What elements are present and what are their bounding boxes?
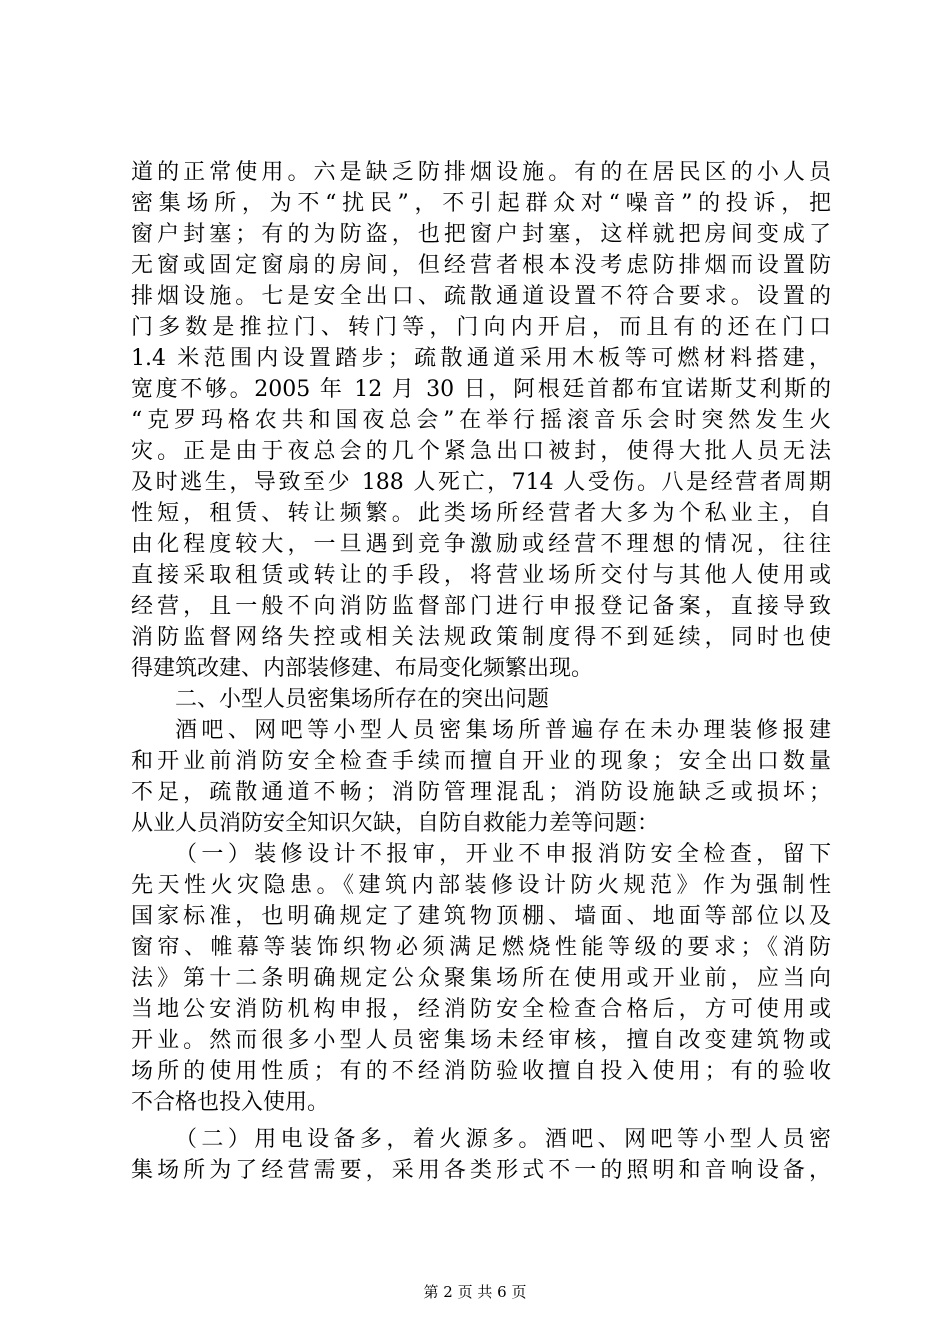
paragraph-item-2 [131, 1124, 831, 1186]
text-line: 从业人员消防安全知识欠缺，自防自救能力差等问题： [131, 811, 660, 836]
text-line: 排烟设施。七是安全出口、疏散通道设置不符合要求。设置的 [131, 284, 831, 309]
text-line: 灾。正是由于夜总会的几个紧急出口被封，使得大批人员无法 [131, 439, 831, 464]
paragraph-item-1 [131, 839, 831, 1118]
text-line: 窗户封塞；有的为防盗，也把窗户封塞，这样就把房间变成了 [131, 222, 831, 247]
text-line: 经营，且一般不向消防监督部门进行申报登记备案，直接导致 [131, 594, 831, 619]
text-line: （二）用电设备多，着火源多。酒吧、网吧等小型人员密 [175, 1127, 831, 1152]
text-line: 酒吧、网吧等小型人员密集场所普遍存在未办理装修报建 [175, 718, 831, 743]
paragraph-fire-exits [131, 157, 831, 684]
text-line: 先天性火灾隐患。《建筑内部装修设计防火规范》作为强制性 [131, 873, 831, 898]
text-line: 开业。然而很多小型人员密集场未经审核，擅自改变建筑物或 [131, 1028, 831, 1053]
document-body [131, 157, 831, 1186]
text-line: 密集场所，为不“扰民”，不引起群众对“噪音”的投诉，把 [131, 191, 831, 216]
text-line: 和开业前消防安全检查手续而擅自开业的现象；安全出口数量 [131, 749, 831, 774]
text-line: 直接采取租赁或转让的手段，将营业场所交付与其他人使用或 [131, 563, 831, 588]
text-line: 由化程度较大，一旦遇到竞争激励或经营不理想的情况，往往 [131, 532, 831, 557]
heading-text: 二、小型人员密集场所存在的突出问题 [175, 687, 550, 712]
text-line: 1.4 米范围内设置踏步；疏散通道采用木板等可燃材料搭建， [131, 346, 831, 371]
text-line: 法》第十二条明确规定公众聚集场所在使用或开业前，应当向 [131, 966, 831, 991]
text-line: “克罗玛格农共和国夜总会”在举行摇滚音乐会时突然发生火 [131, 408, 831, 433]
text-line: 消防监督网络失控或相关法规政策制度得不到延续，同时也使 [131, 625, 831, 650]
text-line: 得建筑改建、内部装修建、布局变化频繁出现。 [131, 656, 594, 681]
page-number: 第 2 页 共 6 页 [423, 1283, 527, 1301]
text-line: 集场所为了经营需要，采用各类形式不一的照明和音响设备， [131, 1158, 831, 1183]
text-line: 国家标准，也明确规定了建筑物顶棚、墙面、地面等部位以及 [131, 904, 831, 929]
text-line: 窗帘、帷幕等装饰织物必须满足燃烧性能等级的要求；《消防 [131, 935, 831, 960]
text-line: 场所的使用性质；有的不经消防验收擅自投入使用；有的验收 [131, 1059, 831, 1084]
text-line: 性短，租赁、转让频繁。此类场所经营者大多为个私业主，自 [131, 501, 831, 526]
text-line: 无窗或固定窗扇的房间，但经营者根本没考虑防排烟而设置防 [131, 253, 831, 278]
text-line: （一）装修设计不报审，开业不申报消防安全检查，留下 [175, 842, 831, 867]
text-line: 宽度不够。2005 年 12 月 30 日，阿根廷首都布宜诺斯艾利斯的 [131, 377, 831, 402]
page-footer [0, 1282, 950, 1302]
paragraph-problems-intro [131, 715, 831, 839]
text-line: 道的正常使用。六是缺乏防排烟设施。有的在居民区的小人员 [131, 160, 831, 185]
text-line: 当地公安消防机构申报，经消防安全检查合格后，方可使用或 [131, 997, 831, 1022]
text-line: 不足，疏散通道不畅；消防管理混乱；消防设施缺乏或损坏； [131, 780, 831, 805]
section-heading [131, 684, 831, 715]
text-line: 门多数是推拉门、转门等，门向内开启，而且有的还在门口 [131, 315, 831, 340]
text-line: 及时逃生，导致至少 188 人死亡，714 人受伤。八是经营者周期 [131, 470, 831, 495]
text-line: 不合格也投入使用。 [131, 1090, 330, 1115]
